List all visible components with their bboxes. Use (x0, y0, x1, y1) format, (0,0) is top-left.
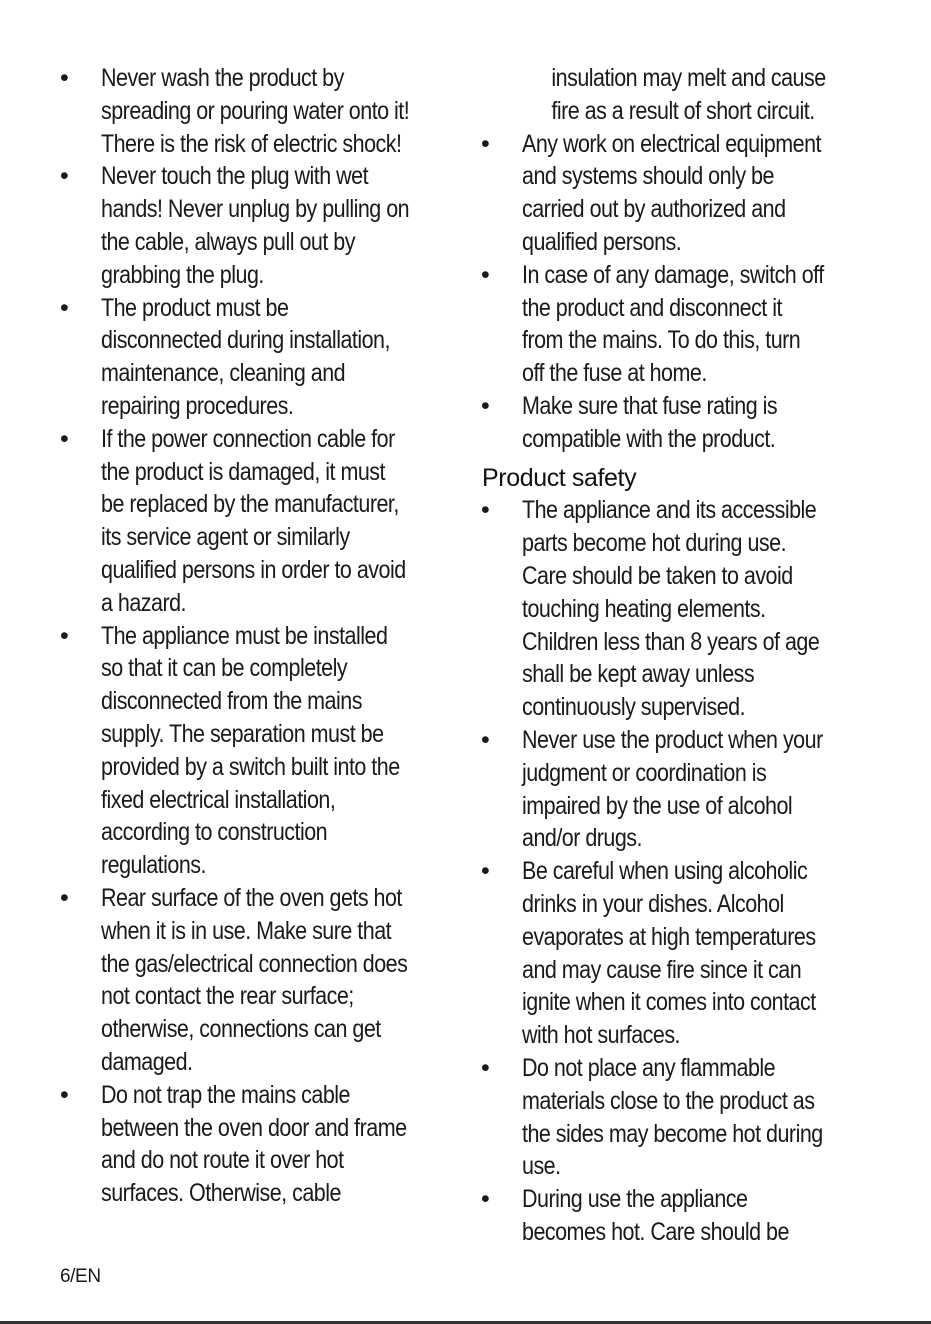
continued-text: insulation may melt and cause fire as a result of short circuit. (551, 64, 826, 125)
list-item-text: During use the appliance becomes hot. Care should be (522, 1185, 789, 1246)
list-item-text: Make sure that fuse rating is compatible with the product. (522, 391, 778, 453)
list-item-text: Do not trap the mains cable between the oven door and frame and do not route it over hot surfaces. Otherwise, cable (101, 1080, 407, 1208)
list-item-text: Any work on electrical equipment and systems should only be carried out by authorized and qualified persons. (522, 129, 821, 256)
list-item (477, 1183, 877, 1249)
list-item-text: Rear surface of the oven gets hot when it is in use. Make sure that the gas/electrical connection does not contact the rear surface; otherwise, connections can get damaged. (101, 883, 408, 1076)
list-item-text: Do not place any flammable materials close to the product as the sides may become hot during use. (522, 1053, 823, 1181)
bullet: • (60, 162, 69, 191)
list-item (56, 1079, 466, 1210)
right-column (477, 62, 877, 1249)
list-item (477, 855, 877, 1052)
list-item (477, 128, 877, 259)
list-item (56, 882, 466, 1079)
list-item (56, 160, 466, 291)
list-item (56, 620, 466, 882)
bullet: • (60, 293, 69, 322)
bullet: • (60, 64, 69, 92)
bullet: • (60, 883, 69, 912)
bullet: • (60, 621, 69, 650)
bullet: • (481, 496, 490, 525)
list-item (477, 390, 877, 456)
list-item (56, 292, 466, 423)
bullet: • (481, 260, 490, 289)
list-item-text: The product must be disconnected during installation, maintenance, cleaning and repairing procedures. (101, 293, 390, 420)
left-column (56, 62, 466, 1210)
bullet: • (481, 1053, 490, 1082)
list-item (56, 62, 466, 160)
page-number: 6/EN (60, 1266, 101, 1287)
list-item-text: Never use the product when your judgment or coordination is impaired by the use of alcohol and/or drugs. (522, 725, 823, 853)
list-item (477, 724, 877, 855)
list-item (56, 423, 466, 620)
bullet: • (481, 391, 490, 420)
list-item-text: Be careful when using alcoholic drinks in your dishes. Alcohol evaporates at high temperatures and may cause fire since it can ignite when it comes into contact with hot surfaces. (522, 857, 816, 1050)
list-item-text: Never wash the product by spreading or pouring water onto it! There is the risk of electric shock! (101, 64, 410, 158)
list-item-text: If the power connection cable for the product is damaged, it must be replaced by the manufacturer, its service agent or similarly qualified persons in order to avoid a hazard. (101, 424, 406, 617)
list-item-text: In case of any damage, switch off the product and disconnect it from the mains. To do this, turn off the fuse at home. (522, 260, 824, 388)
list-item (477, 259, 877, 390)
list-item (477, 494, 877, 724)
section-heading: Product safety (482, 463, 637, 492)
bullet: • (481, 1185, 490, 1214)
list-item-text: The appliance must be installed so that it can be completely disconnected from the mains supply. The separation must be provided by a switch built into the fixed electrical installation, according to construction regulations. (101, 621, 400, 880)
bullet: • (60, 1080, 69, 1109)
bullet: • (60, 424, 69, 453)
list-item-text: The appliance and its accessible parts become hot during use. Care should be taken to avoid touching heating elements. Children less than 8 years of age shall be kept away unless continuously supervised. (522, 496, 820, 722)
bullet: • (481, 857, 490, 886)
bullet: • (481, 725, 490, 754)
list-item (477, 1052, 877, 1183)
bullet: • (481, 129, 490, 158)
list-item-text: Never touch the plug with wet hands! Never unplug by pulling on the cable, always pull out by grabbing the plug. (101, 162, 410, 289)
